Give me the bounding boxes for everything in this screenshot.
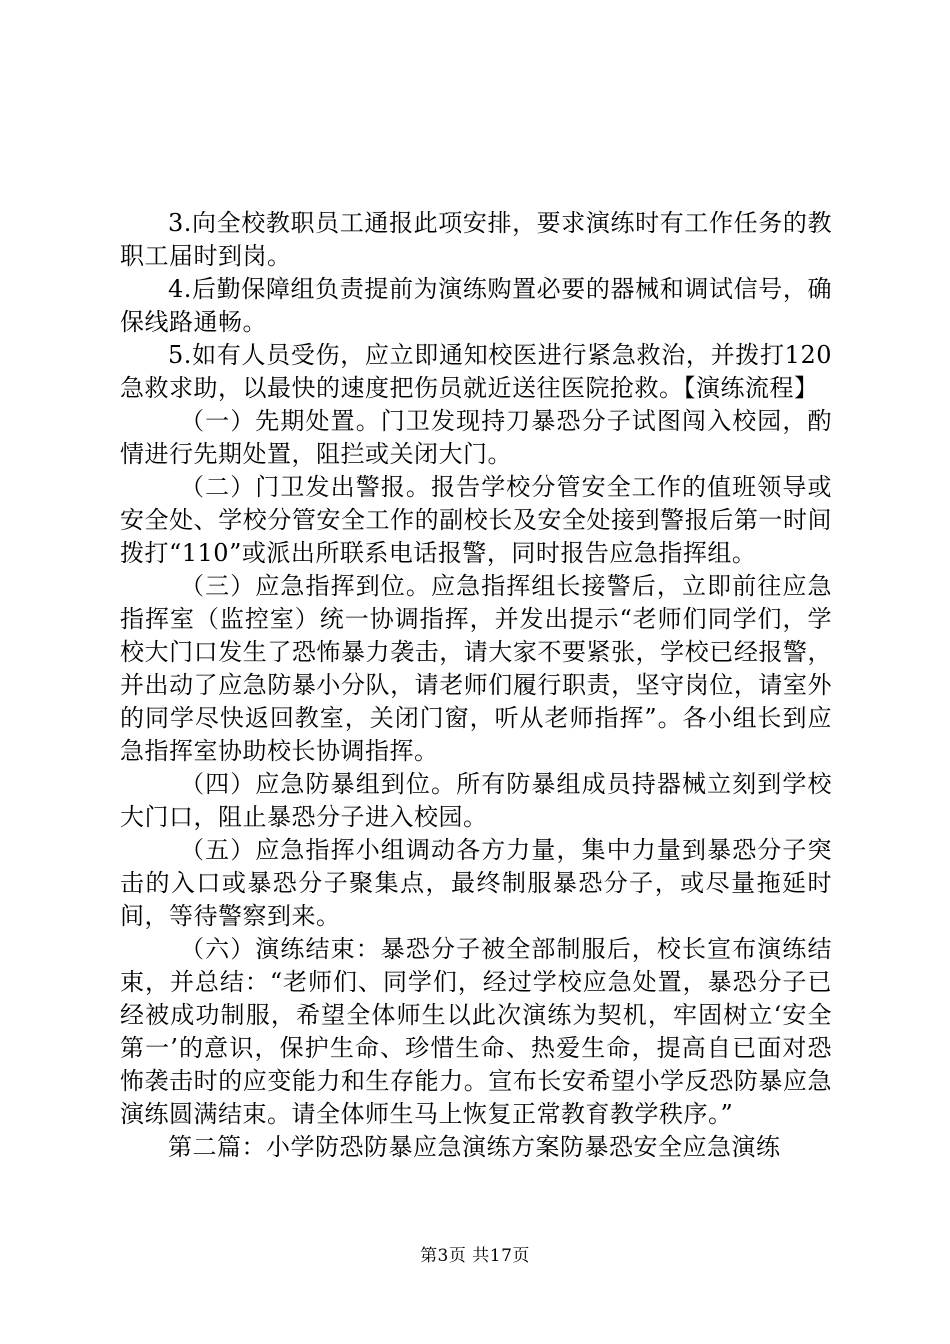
paragraph-item-4: 4.后勤保障组负责提前为演练购置必要的器械和调试信号，确保线路通畅。	[120, 275, 832, 336]
paragraph-item-5: 5.如有人员受伤，应立即通知校医进行紧急救治，并拨打120急救求助，以最快的速度把伤员就近送往医院抢救。【演练流程】	[120, 341, 832, 402]
paragraph-step-2: （二）门卫发出警报。报告学校分管安全工作的值班领导或安全处、学校分管安全工作的副校长及安全处接到警报后第一时间拨打“110”或派出所联系电话报警，同时报告应急指挥组。	[120, 473, 832, 567]
paragraph-step-4: （四）应急防暴组到位。所有防暴组成员持器械立刻到学校大门口，阻止暴恐分子进入校园。	[120, 770, 832, 831]
paragraph-step-5: （五）应急指挥小组调动各方力量，集中力量到暴恐分子突击的入口或暴恐分子聚集点，最终制服暴恐分子，或尽量拖延时间，等待警察到来。	[120, 836, 832, 930]
paragraph-item-3: 3.向全校教职员工通报此项安排，要求演练时有工作任务的教职工届时到岗。	[120, 209, 832, 270]
paragraph-step-3: （三）应急指挥到位。应急指挥组长接警后，立即前往应急指挥室（监控室）统一协调指挥，并发出提示“老师们同学们，学校大门口发生了恐怖暴力袭击，请大家不要紧张，学校已经报警，并出动了应急防暴小分队，请老师们履行职责，坚守岗位，请室外的同学尽快返回教室，关闭门窗，听从老师指挥”。各小组长到应急指挥室协助校长协调指挥。	[120, 572, 832, 765]
paragraph-step-1: （一）先期处置。门卫发现持刀暴恐分子试图闯入校园，酌情进行先期处置，阻拦或关闭大门。	[120, 407, 832, 468]
document-body	[120, 207, 832, 1164]
paragraph-step-6: （六）演练结束：暴恐分子被全部制服后，校长宣布演练结束，并总结：“老师们、同学们，经过学校应急处置，暴恐分子已经被成功制服，希望全体师生以此次演练为契机，牢固树立‘安全第一’的意识，保护生命、珍惜生命、热爱生命，提高自已面对恐怖袭击时的应变能力和生存能力。宣布长安希望小学反恐防暴应急演练圆满结束。请全体师生马上恢复正常教育教学秩序。”	[120, 935, 832, 1128]
paragraph-chapter-two: 第二篇：小学防恐防暴应急演练方案防暴恐安全应急演练	[168, 1133, 781, 1161]
page-footer: 第3页 共17页	[420, 1246, 530, 1266]
